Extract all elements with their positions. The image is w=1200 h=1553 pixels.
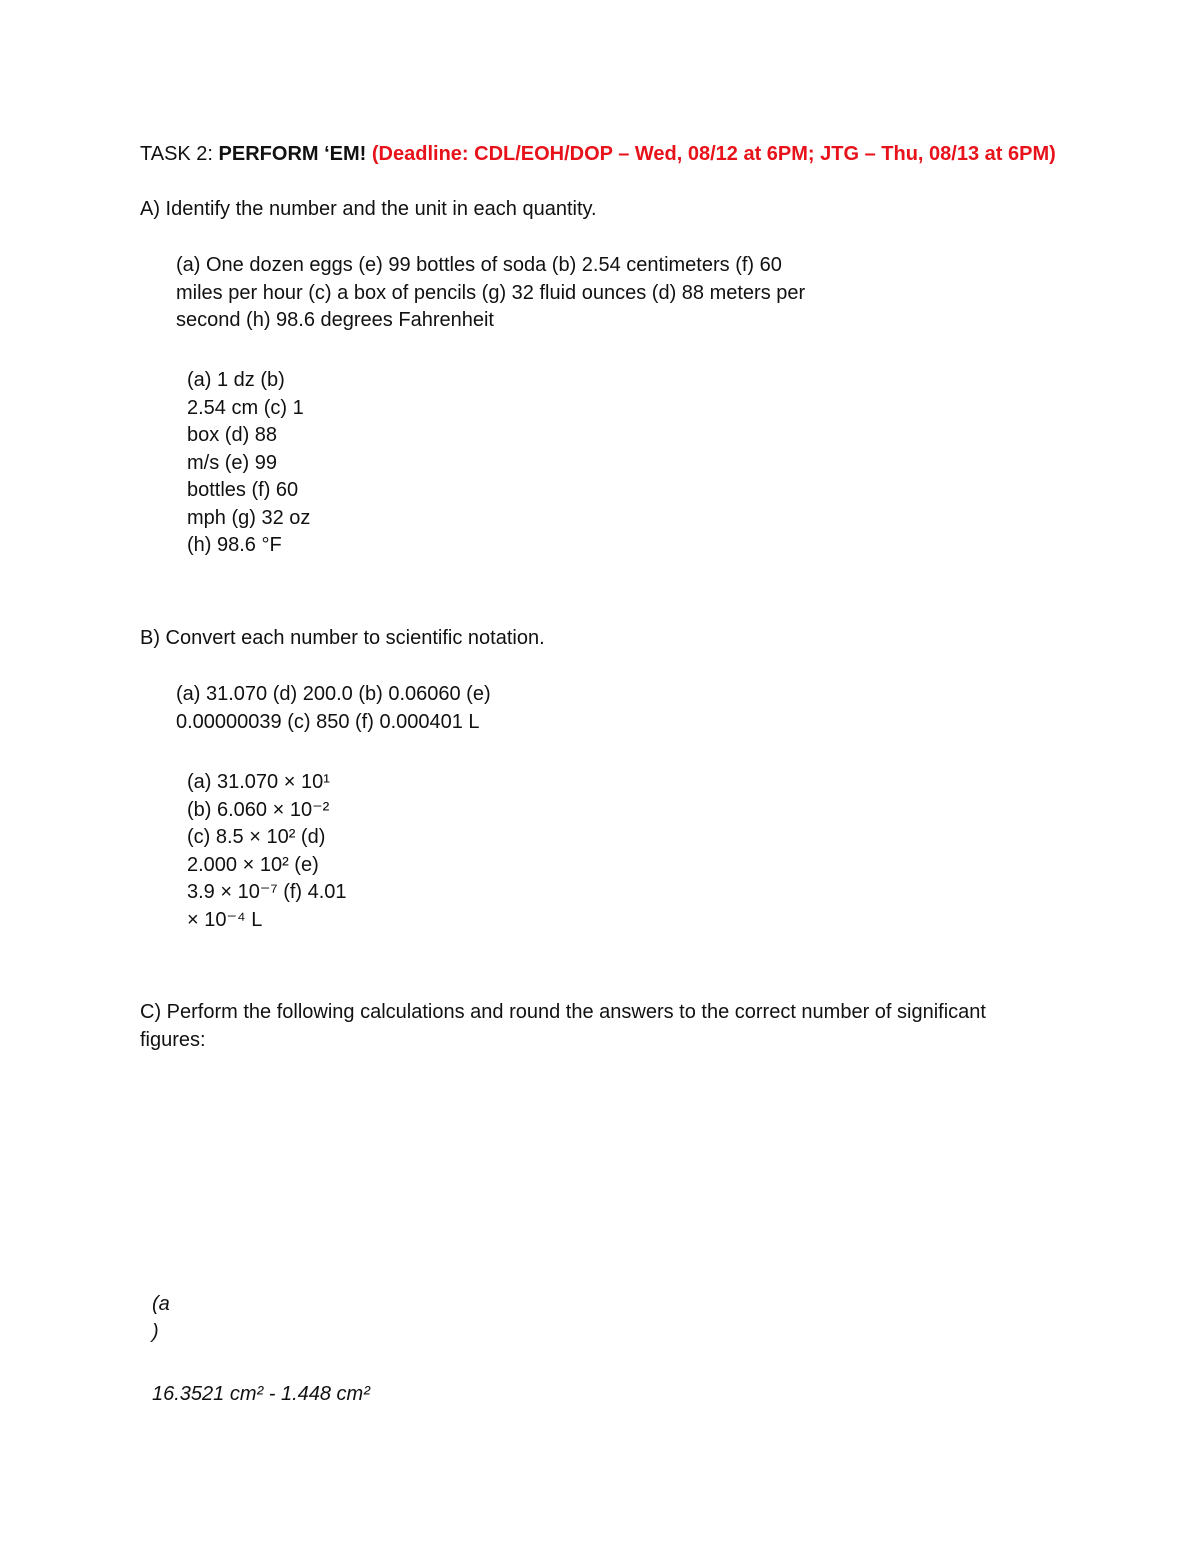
- answer-line: (h) 98.6 °F: [187, 534, 282, 556]
- answer-line: (b) 6.060 × 10⁻²: [187, 798, 330, 821]
- answer-line: 2.000 × 10² (e): [187, 853, 319, 876]
- section-a-question: [176, 252, 805, 335]
- task-name: PERFORM ‘EM!: [218, 143, 367, 165]
- answer-line: m/s (e) 99: [187, 451, 278, 474]
- heading-line: C) Perform the following calculations and round the answers to the correct number of significant: [140, 1001, 986, 1023]
- answer-line: 3.9 × 10⁻⁷ (f) 4.01: [187, 881, 347, 903]
- question-line: 0.00000039 (c) 850 (f) 0.000401 L: [176, 710, 480, 733]
- section-c-heading: [140, 999, 986, 1054]
- answer-line: 2.54 cm (c) 1: [187, 396, 304, 419]
- section-a-answer: [187, 367, 310, 560]
- answer-line: (a) 31.070 × 10¹: [187, 771, 330, 793]
- question-line: miles per hour (c) a box of pencils (g) 32 fluid ounces (d) 88 meters per: [176, 281, 806, 304]
- item-label: [152, 1291, 170, 1346]
- answer-line: bottles (f) 60: [187, 479, 299, 501]
- deadline-text: (Deadline: CDL/EOH/DOP – Wed, 08/12 at 6PM; JTG – Thu, 08/13 at 6PM): [366, 143, 1056, 165]
- section-a-heading: A) Identify the number and the unit in each quantity.: [140, 198, 597, 220]
- item-label-line: (a: [152, 1293, 170, 1315]
- calculation-expression: 16.3521 cm² - 1.448 cm²: [152, 1383, 370, 1405]
- question-line: (a) 31.070 (d) 200.0 (b) 0.06060 (e): [176, 683, 491, 705]
- section-b-heading: B) Convert each number to scientific notation.: [140, 627, 545, 649]
- item-label-line: ): [152, 1320, 159, 1343]
- section-b-answer: [187, 769, 347, 934]
- answer-line: (c) 8.5 × 10² (d): [187, 826, 326, 848]
- answer-line: mph (g) 32 oz: [187, 506, 311, 529]
- task-title: [140, 141, 1056, 169]
- question-line: (a) One dozen eggs (e) 99 bottles of soda (b) 2.54 centimeters (f) 60: [176, 254, 782, 276]
- heading-line: figures:: [140, 1028, 206, 1051]
- task-prefix: TASK 2:: [140, 143, 219, 165]
- question-line: second (h) 98.6 degrees Fahrenheit: [176, 309, 494, 331]
- answer-line: (a) 1 dz (b): [187, 369, 285, 391]
- section-b-question: [176, 681, 491, 736]
- answer-line: box (d) 88: [187, 424, 278, 446]
- answer-line: × 10⁻⁴ L: [187, 908, 263, 931]
